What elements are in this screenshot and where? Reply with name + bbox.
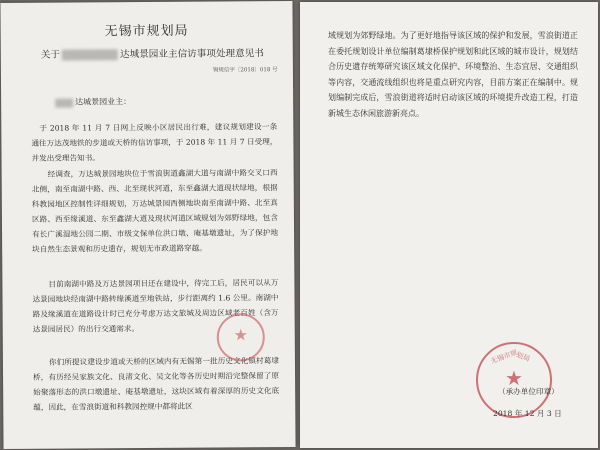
document-title: 无锡市规划局	[104, 23, 189, 40]
paragraph-1: 于 2018 年 11 月 7 日网上反映小区居民出行难，建议规划建设一条通往万达茂地铁的步道或天桥的信访事项，于 2018 年 11 月 7 日受理，并发出受理告知书。	[31, 122, 278, 163]
addressee	[53, 96, 131, 108]
right-paragraph: 域规划为郊野绿地。为了更好地指导该区域的保护和发展，雪浪街道正在委托规划设计单位编制葛埭桥保护规划和此区域的城市设计，规划结合历史遗存统筹研究该区域文化保护、环境整治、生态宜居、交通组织等内容，交通流线组织也将是重点研究内容，目前方案正在编制中。规划编制完成后，雪浪街道将适时启动该区域的环境提升改造工程，打造新城生态休闲旅游新亮点。	[328, 31, 578, 118]
document-number: 锡规信字〔2018〕018 号	[212, 67, 278, 74]
redacted-text	[62, 49, 118, 60]
signature-unit: （承办单位印章）	[498, 387, 559, 396]
paragraph-4: 你们所提议建设步道或天桥的区域内有无锡第一批历史文化镇村葛埭桥，有历经吴家族文化、良渚文化、吴文化等各历史时期沿完整保留了原始聚落形态的洪口墩遗址、庵基墩遗址，这块区域有着深厚的历史文化底蕴，因此，在雪浪街道和科教园控规中都将此区	[33, 356, 280, 412]
signature-date: 2018 年 12 月 3 日	[493, 409, 562, 418]
subtitle-prefix: 关于	[40, 49, 61, 61]
seal-text-left: 无锡市规	[489, 348, 519, 366]
faint-seal-stamp	[217, 313, 265, 361]
right-document-page	[300, 2, 598, 448]
left-document-page	[0, 1, 295, 449]
paragraph-3: 目前南湖中路及万达景园项目还在建设中，待完工后，居民可以从万达景园地块经南湖中路转缘溪道至地铁站，步行距离约 1.6 公里。南湖中路及缘溪道在道路设计时已充分考虑万达文旅城及周边区域老百姓（含万达景园居民）的出行交通需求。	[32, 278, 279, 334]
redacted-text	[55, 98, 73, 107]
document-subtitle	[41, 45, 264, 61]
paragraph-2: 经调查，万达城景园地块位于雪浪街道鑫湖大道与南湖中路交叉口西北侧，南至南湖中路、西、北至现状河道，东至鑫湖大道现状绿地，根据科教园地区控制性详细规划，万达城景园西侧地块南至南湖中路、北至真区路、西至缘溪道、东至鑫湖大道及现状河道区域规划为郊野绿地，包含有长广溪湿地公园二期、市级文保单位洪口墩、庵基墩遗址，为了保护地块自然生态景观和历史遗存，规划无市政道路穿越。	[31, 168, 279, 254]
addressee-text: 达城景园业主：	[75, 97, 132, 107]
seal-text-right: 划局	[515, 350, 531, 364]
official-seal	[476, 342, 552, 418]
seal-star-icon: ★	[505, 366, 523, 390]
subtitle-suffix: 达城景园业主信访事项处理意见书	[119, 48, 264, 61]
seal-star-icon: ★	[233, 325, 249, 345]
